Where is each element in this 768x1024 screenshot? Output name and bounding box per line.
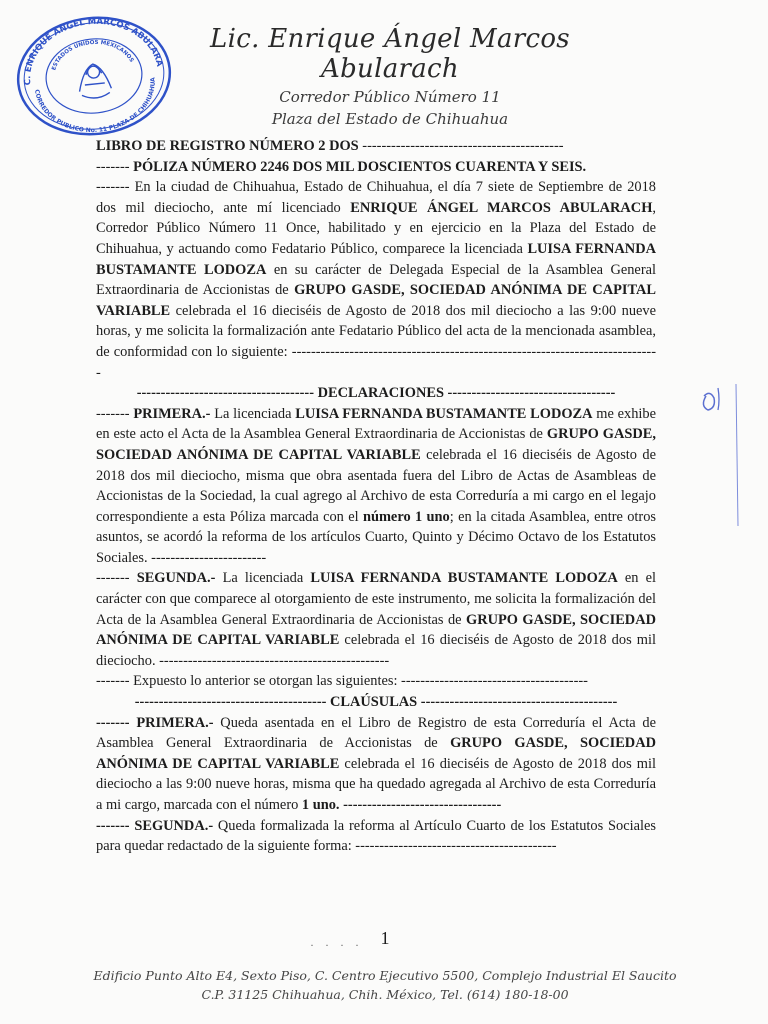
intro-text-4: celebrada el 16 dieciséis de Agosto de 2018 dos mil dieciocho a las 9:00 nueve horas, y me solicita la formalización ante Fedatario Público del acta de la mencionada asamblea, de conformidad con lo siguiente: ----------------------------------------------------------------------------- <box>96 302 656 381</box>
primera-decl-prefix: ------- <box>96 405 134 422</box>
page-number: 1 <box>380 928 390 948</box>
svg-text:CORREDOR PUBLICO No. 11 PLAZA <box>33 76 162 140</box>
libro-line <box>96 136 656 157</box>
intro-text-2: , Corredor Público Número 11 Once, habilitado y en ejercicio en la Plaza del Estado de Chihuahua, y actuando como Fedatario Público, comparece la licenciada <box>96 199 657 257</box>
seal-ring-text: LIC. ENRIQUE ANGEL MARCOS ABULARACH <box>7 15 165 86</box>
notary-title: Corredor Público Número 11 <box>279 88 501 106</box>
notary-place: Plaza del Estado de Chihuahua <box>271 110 509 128</box>
segunda-declaracion <box>96 568 656 671</box>
segunda-decl-label: SEGUNDA.- <box>136 570 216 587</box>
primera-claus-text-2: celebrada el 16 dieciséis de Agosto de 2018 dos mil dieciocho a las 9:00 nueve horas, misma que ha quedado agregada al Archivo de esta Correduría a mi cargo, marcada con el número <box>96 755 656 813</box>
letterhead <box>180 24 600 128</box>
primera-decl-text-3: celebrada el 16 dieciséis de Agosto de 2018 dos mil dieciocho, misma que obra asentada fuera del Libro de Actas de Asambleas de Accionistas de la Sociedad, la cual agrego al Archivo de esta Correduría a mi cargo en el legajo correspondiente a esta Póliza marcada con el <box>96 446 656 525</box>
intro-text-3: en su carácter de Delegada Especial de la Asamblea General Extraordinaria de Accionistas de <box>96 261 656 299</box>
segunda-decl-prefix: ------- <box>96 570 137 587</box>
segunda-claus-label: SEGUNDA.- <box>129 817 214 834</box>
poliza-title: PÓLIZA NÚMERO 2246 DOS MIL DOSCIENTOS CUARENTA Y SEIS. <box>133 158 587 175</box>
libro-title: LIBRO DE REGISTRO NÚMERO 2 DOS <box>96 138 359 154</box>
clausulas-heading: ---------------------------------------- CLAÚSULAS ----------------------------------------- <box>134 694 618 711</box>
primera-decl-delegate: LUISA FERNANDA BUSTAMANTE LODOZA <box>295 405 593 422</box>
primera-claus-text-1: Queda asentada en el Libro de Registro de esta Correduría el Acta de Asamblea General Extraordinaria de Accionistas de <box>96 714 656 752</box>
intro-notary-name: ENRIQUE ÁNGEL MARCOS ABULARACH <box>350 199 653 216</box>
seal-inner-text: ESTADOS UNIDOS MEXICANOS <box>51 39 135 72</box>
page-dots: · · · · <box>310 938 363 952</box>
segunda-clausula <box>96 816 656 857</box>
primera-decl-text-2: me exhibe en este acto el Acta de la Asamblea General Extraordinaria de Accionistas de <box>96 405 656 443</box>
primera-clausula <box>96 713 656 816</box>
seal-bottom-text: CORREDOR PUBLICO No. 11 PLAZA DE CHIHUAHUA <box>33 77 157 135</box>
notary-name: Lic. Enrique Ángel Marcos Abularach <box>210 24 570 84</box>
intro-delegate-name: LUISA FERNANDA BUSTAMANTE LODOZA <box>96 240 656 278</box>
footer-line-2: C.P. 31125 Chihuahua, Chih. México, Tel. (614) 180-18-00 <box>201 987 569 1002</box>
intro-text-1: ------- En la ciudad de Chihuahua, Estado de Chihuahua, el día 7 siete de Septiembre de 2018 dos mil dieciocho, ante mí licenciado <box>96 179 656 216</box>
notary-seal <box>8 6 180 146</box>
declaraciones-heading: ------------------------------------- DECLARACIONES ----------------------------------- <box>136 385 616 402</box>
expuesto-line: ------- Expuesto lo anterior se otorgan las siguientes: --------------------------------------- <box>96 673 588 690</box>
primera-decl-label: PRIMERA.- <box>133 405 211 422</box>
poliza-line <box>96 157 656 178</box>
libro-dashes: ------------------------------------------ <box>362 138 564 154</box>
primera-decl-company: GRUPO GASDE, SOCIEDAD ANÓNIMA DE CAPITAL VARIABLE <box>96 426 656 463</box>
primera-decl-numero: número 1 uno <box>362 508 450 525</box>
intro-company-name: GRUPO GASDE, SOCIEDAD ANÓNIMA DE CAPITAL VARIABLE <box>96 282 657 319</box>
segunda-claus-prefix: ------- <box>96 817 130 834</box>
primera-claus-label: PRIMERA.- <box>129 714 214 731</box>
segunda-decl-text-3: celebrada el 16 dieciséis de Agosto de 2018 dos mil dieciocho. ------------------------------------------------ <box>96 632 656 669</box>
primera-decl-text-1: La licenciada <box>210 405 296 422</box>
intro-paragraph <box>96 177 656 383</box>
segunda-decl-text-1: La licenciada <box>215 570 311 587</box>
segunda-decl-text-2: en el carácter con que comparece al otorgamiento de este instrumento, me solicita la formalización del Acta de la Asamblea General Extraordinaria de Accionistas de <box>96 570 656 628</box>
footer-address <box>40 966 730 1004</box>
primera-decl-text-4: ; en la citada Asamblea, entre otros asuntos, se acordó la reforma de los artículos Cuarto, Quinto y Décimo Octavo de los Estatutos Sociales. ------------------------ <box>96 508 657 566</box>
document-body <box>96 136 656 857</box>
poliza-prefix: ------- <box>96 158 130 175</box>
footer-line-1: Edificio Punto Alto E4, Sexto Piso, C. Centro Ejecutivo 5500, Complejo Industrial El Saucito <box>93 968 677 983</box>
segunda-claus-text-1: Queda formalizada la reforma al Artículo Cuarto de los Estatutos Sociales para quedar redactado de la siguiente forma: ------------------------------------------ <box>96 817 656 855</box>
primera-declaracion <box>96 404 656 569</box>
eagle-emblem-icon <box>77 62 112 99</box>
primera-claus-numero: 1 uno. --------------------------------- <box>301 797 502 813</box>
segunda-decl-delegate: LUISA FERNANDA BUSTAMANTE LODOZA <box>310 570 618 587</box>
primera-claus-prefix: ------- <box>96 714 130 731</box>
margin-pen-mark <box>696 380 746 530</box>
segunda-decl-company: GRUPO GASDE, SOCIEDAD ANÓNIMA DE CAPITAL VARIABLE <box>96 611 656 649</box>
primera-claus-company: GRUPO GASDE, SOCIEDAD ANÓNIMA DE CAPITAL VARIABLE <box>96 735 656 772</box>
